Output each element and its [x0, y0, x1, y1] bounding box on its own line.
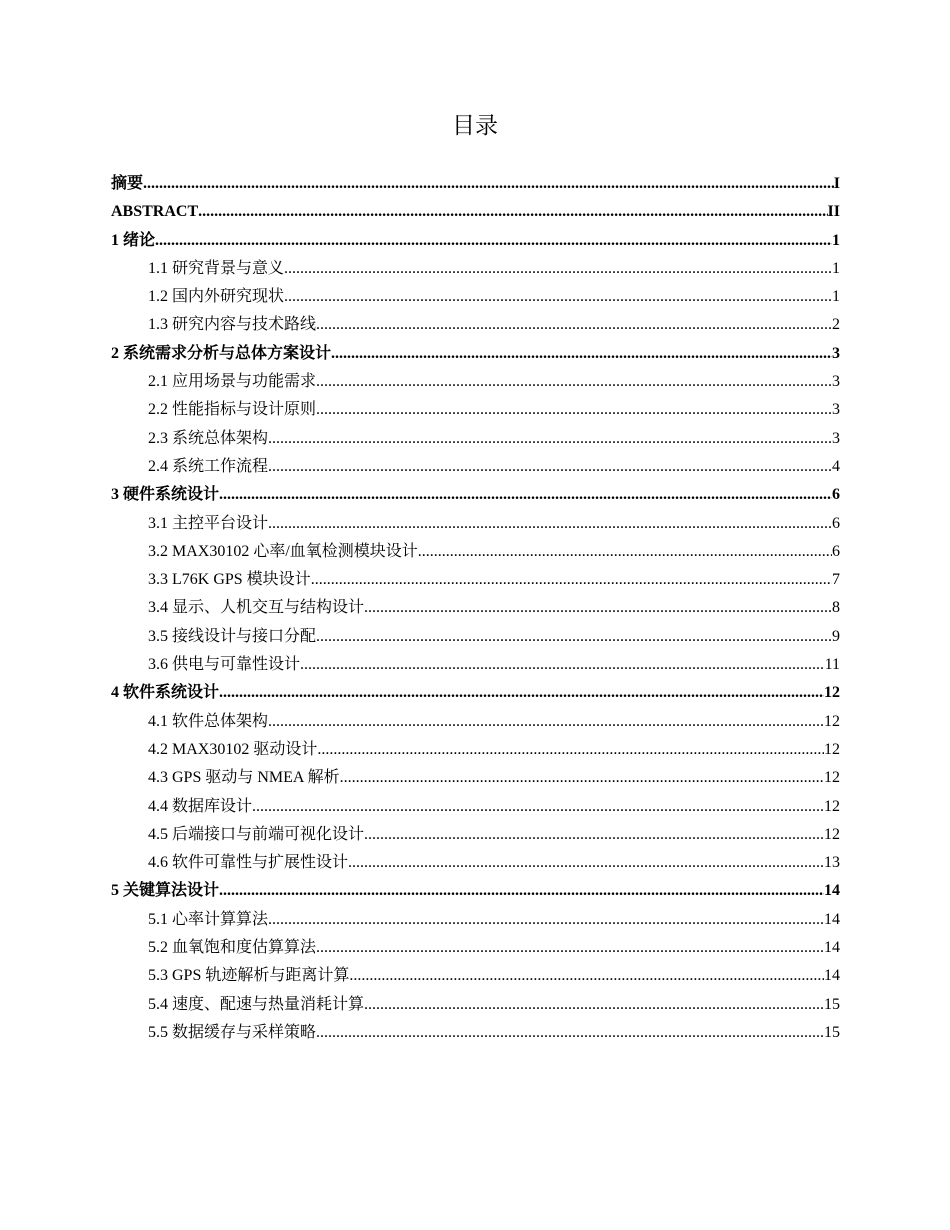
toc-entry-title: 3.3 L76K GPS 模块设计	[148, 571, 311, 589]
toc-entry-title: 3.1 主控平台设计	[148, 514, 269, 532]
toc-entry-page-number: 12	[824, 684, 840, 702]
toc-entry-page-number: 6	[832, 486, 840, 504]
toc-dot-leader	[418, 538, 832, 566]
toc-section-entry[interactable]	[111, 311, 840, 339]
toc-chapter-entry[interactable]	[111, 227, 840, 255]
toc-entry-page-number: 6	[832, 542, 840, 560]
toc-entry-title: 1.2 国内外研究现状	[148, 288, 285, 306]
toc-entry-title: 2.3 系统总体架构	[148, 429, 269, 447]
toc-entry-title: 3.4 显示、人机交互与结构设计	[148, 599, 365, 617]
table-of-contents	[111, 170, 840, 1047]
toc-entry-title: 5 关键算法设计	[111, 882, 220, 900]
toc-dot-leader	[316, 311, 832, 339]
toc-entry-title: 2.1 应用场景与功能需求	[148, 373, 317, 391]
toc-entry-title: 5.3 GPS 轨迹解析与距离计算	[148, 967, 350, 985]
page-title: 目录	[452, 113, 498, 139]
toc-dot-leader	[143, 170, 834, 198]
toc-section-entry[interactable]	[111, 764, 840, 792]
toc-dot-leader	[252, 793, 824, 821]
toc-entry-title: 4.1 软件总体架构	[148, 712, 269, 730]
toc-dot-leader	[316, 623, 832, 651]
toc-dot-leader	[198, 198, 827, 226]
toc-section-entry[interactable]	[111, 849, 840, 877]
toc-section-entry[interactable]	[111, 396, 840, 424]
toc-dot-leader	[268, 425, 832, 453]
toc-section-entry[interactable]	[111, 538, 840, 566]
toc-section-entry[interactable]	[111, 793, 840, 821]
toc-entry-page-number: 12	[824, 797, 840, 815]
toc-dot-leader	[219, 481, 832, 509]
toc-entry-page-number: 3	[832, 401, 840, 419]
toc-entry-title: 3 硬件系统设计	[111, 486, 220, 504]
toc-entry-page-number: 3	[832, 373, 840, 391]
toc-section-entry[interactable]	[111, 736, 840, 764]
toc-dot-leader	[348, 849, 824, 877]
toc-dot-leader	[340, 764, 824, 792]
toc-dot-leader	[364, 594, 832, 622]
toc-entry-page-number: 13	[824, 854, 840, 872]
toc-section-entry[interactable]	[111, 566, 840, 594]
toc-section-entry[interactable]	[111, 425, 840, 453]
toc-entry-title: 1.1 研究背景与意义	[148, 259, 285, 277]
toc-dot-leader	[219, 679, 824, 707]
toc-dot-leader	[284, 283, 832, 311]
toc-entry-title: 2 系统需求分析与总体方案设计	[111, 344, 332, 362]
toc-dot-leader	[219, 877, 824, 905]
toc-section-entry[interactable]	[111, 283, 840, 311]
toc-entry-page-number: 12	[824, 740, 840, 758]
toc-entry-title: 4.3 GPS 驱动与 NMEA 解析	[148, 769, 340, 787]
toc-entry-title: 摘要	[111, 175, 144, 192]
toc-section-entry[interactable]	[111, 453, 840, 481]
toc-entry-page-number: 3	[832, 344, 840, 362]
toc-dot-leader	[331, 340, 832, 368]
toc-entry-page-number: 6	[832, 514, 840, 532]
toc-entry-page-number: 8	[832, 599, 840, 617]
toc-entry-title: 4.2 MAX30102 驱动设计	[148, 740, 318, 758]
toc-entry-page-number: 1	[832, 259, 840, 277]
toc-entry-title: 1.3 研究内容与技术路线	[148, 316, 317, 334]
toc-entry-page-number: 7	[832, 571, 840, 589]
toc-entry-page-number: 3	[832, 429, 840, 447]
toc-entry-page-number: 1	[832, 288, 840, 306]
toc-entry-title: 3.6 供电与可靠性设计	[148, 656, 301, 674]
toc-entry-title: 4.5 后端接口与前端可视化设计	[148, 825, 365, 843]
toc-dot-leader	[284, 255, 832, 283]
toc-entry-page-number: 12	[824, 825, 840, 843]
toc-entry-page-number: 4	[832, 457, 840, 475]
toc-section-entry[interactable]	[111, 510, 840, 538]
toc-entry-page-number: II	[827, 203, 840, 221]
toc-entry-page-number: 14	[824, 967, 840, 985]
toc-chapter-entry[interactable]	[111, 198, 840, 226]
toc-entry-title: 1 绪论	[111, 231, 156, 249]
toc-dot-leader	[317, 736, 824, 764]
toc-dot-leader	[316, 368, 832, 396]
toc-section-entry[interactable]	[111, 623, 840, 651]
toc-entry-title: 5.5 数据缓存与采样策略	[148, 1023, 317, 1041]
toc-entry-page-number: 9	[832, 627, 840, 645]
toc-chapter-entry[interactable]	[111, 481, 840, 509]
toc-section-entry[interactable]	[111, 594, 840, 622]
toc-section-entry[interactable]	[111, 368, 840, 396]
toc-dot-leader	[300, 651, 825, 679]
toc-dot-leader	[316, 396, 832, 424]
toc-dot-leader	[268, 906, 824, 934]
toc-section-entry[interactable]	[111, 991, 840, 1019]
toc-entry-page-number: 11	[824, 656, 840, 674]
toc-entry-title: 3.5 接线设计与接口分配	[148, 627, 317, 645]
toc-section-entry[interactable]	[111, 1019, 840, 1047]
toc-entry-title: 2.4 系统工作流程	[148, 457, 269, 475]
toc-section-entry[interactable]	[111, 708, 840, 736]
toc-entry-page-number: 14	[824, 939, 840, 957]
toc-chapter-entry[interactable]	[111, 877, 840, 905]
toc-entry-page-number: 2	[832, 316, 840, 334]
toc-dot-leader	[311, 566, 832, 594]
toc-entry-page-number: 14	[824, 882, 840, 900]
toc-chapter-entry[interactable]	[111, 679, 840, 707]
toc-entry-title: 2.2 性能指标与设计原则	[148, 401, 317, 419]
toc-entry-page-number: 15	[824, 995, 840, 1013]
toc-entry-title: 5.4 速度、配速与热量消耗计算	[148, 995, 365, 1013]
toc-entry-page-number: I	[833, 175, 840, 192]
toc-section-entry[interactable]	[111, 934, 840, 962]
toc-entry-page-number: 12	[824, 769, 840, 787]
toc-section-entry[interactable]	[111, 651, 840, 679]
toc-dot-leader	[268, 453, 832, 481]
toc-entry-page-number: 14	[824, 910, 840, 928]
toc-dot-leader	[155, 227, 832, 255]
toc-chapter-entry[interactable]	[111, 340, 840, 368]
toc-section-entry[interactable]	[111, 962, 840, 990]
toc-dot-leader	[364, 991, 824, 1019]
toc-chapter-entry[interactable]	[111, 170, 840, 198]
toc-entry-title: 5.1 心率计算算法	[148, 910, 269, 928]
toc-entry-title: ABSTRACT	[111, 203, 199, 221]
toc-entry-title: 4.4 数据库设计	[148, 797, 253, 815]
toc-entry-title: 4.6 软件可靠性与扩展性设计	[148, 854, 349, 872]
toc-entry-title: 4 软件系统设计	[111, 684, 220, 702]
toc-entry-page-number: 1	[832, 231, 840, 249]
toc-dot-leader	[349, 962, 824, 990]
toc-entry-page-number: 12	[824, 712, 840, 730]
toc-entry-title: 3.2 MAX30102 心率/血氧检测模块设计	[148, 542, 418, 560]
toc-dot-leader	[364, 821, 824, 849]
toc-dot-leader	[316, 934, 824, 962]
toc-entry-title: 5.2 血氧饱和度估算算法	[148, 939, 317, 957]
toc-dot-leader	[316, 1019, 824, 1047]
toc-section-entry[interactable]	[111, 821, 840, 849]
toc-section-entry[interactable]	[111, 255, 840, 283]
toc-entry-page-number: 15	[824, 1023, 840, 1041]
toc-section-entry[interactable]	[111, 906, 840, 934]
toc-dot-leader	[268, 708, 824, 736]
toc-dot-leader	[268, 510, 832, 538]
